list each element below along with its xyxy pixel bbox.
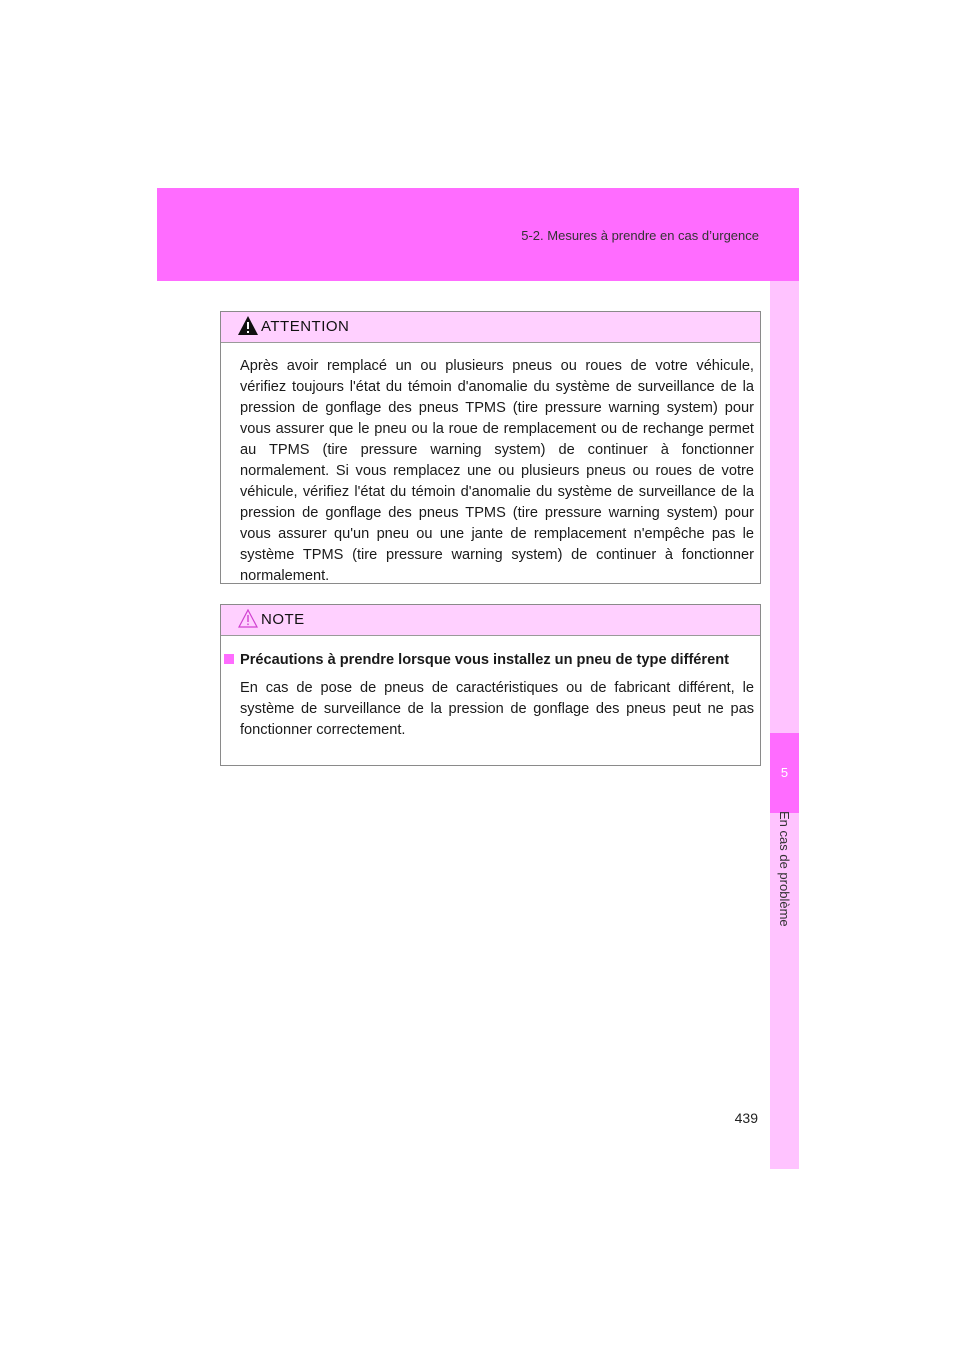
- chapter-side-tab: [770, 281, 799, 1169]
- note-box: [220, 604, 761, 766]
- note-header: [221, 605, 760, 636]
- note-subheading: [240, 650, 754, 671]
- attention-title: ATTENTION: [261, 318, 350, 335]
- square-bullet-icon: [224, 654, 234, 664]
- section-title: 5-2. Mesures à prendre en cas d’urgence: [521, 228, 759, 243]
- attention-box: [220, 311, 761, 584]
- chapter-title: En cas de problème: [777, 811, 792, 927]
- warning-triangle-icon: [238, 316, 258, 340]
- note-title: NOTE: [261, 611, 305, 628]
- chapter-number: 5: [780, 765, 789, 780]
- header-band: [157, 188, 799, 281]
- note-text: En cas de pose de pneus de caractéristiques ou de fabricant différent, le système de surveillance de la pression de gonflage des pneus peut ne pas fonctionner correctement.: [240, 680, 754, 738]
- note-subheading-text: Précautions à prendre lorsque vous installez un pneu de type différent: [240, 652, 729, 668]
- attention-text: Après avoir remplacé un ou plusieurs pneus ou roues de votre véhicule, vérifiez toujours l'état du témoin d'anomalie du système de surveillance de la pression de gonflage des pneus TPMS (tire pressure warning system) pour vous assurer que le pneu ou la roue de remplacement ou de rechange permet au TPMS (tire pressure warning system) de continuer à fonctionner normalement. Si vous remplacez une ou plusieurs pneus ou roues de votre véhicule, vérifiez l'état du témoin d'anomalie du système de surveillance de la pression de gonflage des pneus TPMS (tire pressure warning system) pour vous assurer qu'un pneu ou une jante de remplacement n'empêche pas le système TPMS (tire pressure warning system) de continuer à fonctionner normalement.: [240, 358, 754, 584]
- attention-header: [221, 312, 760, 343]
- page-number: 439: [734, 1110, 758, 1126]
- caution-triangle-outline-icon: [238, 609, 258, 633]
